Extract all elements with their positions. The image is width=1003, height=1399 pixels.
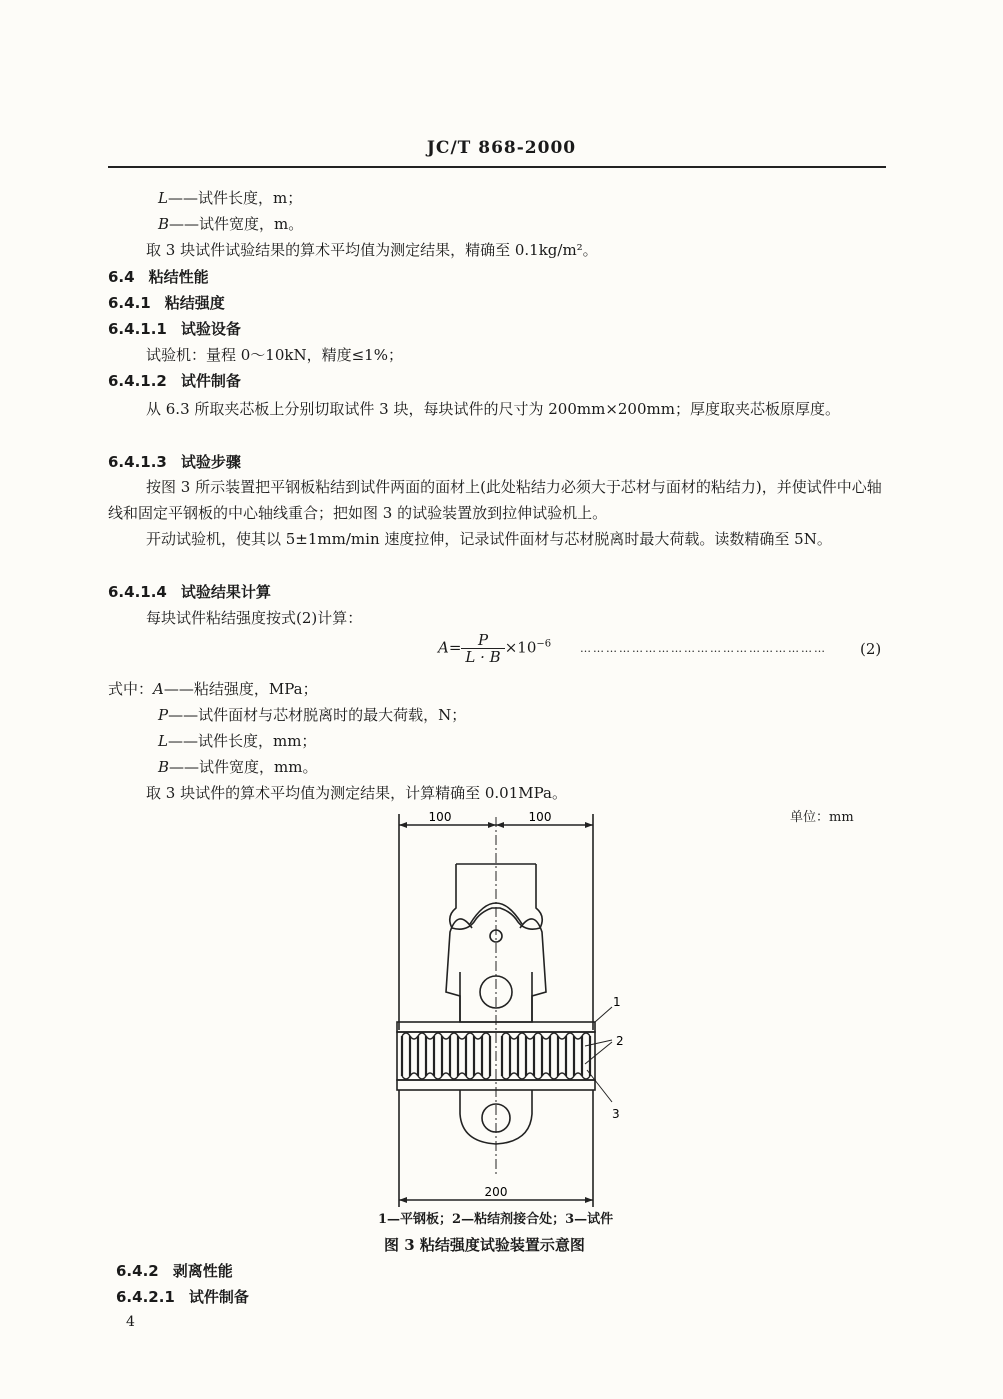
section-title: 粘结性能 [148,268,209,286]
def-l-m [158,187,302,208]
section-6-4-2 [116,1260,233,1281]
formula-number: (2) [860,640,882,658]
callout-1-leader [595,1007,612,1022]
callout-2: 2 [616,1034,624,1048]
figure-legend: 1—平钢板；2—粘结剂接合处；3—试件 [378,1212,614,1227]
section-title: 试件制备 [188,1288,249,1306]
arrow-top-left [399,822,407,828]
dim-left-label: 100 [428,812,452,824]
callout-3: 3 [612,1107,620,1121]
section-number: 6.4.1.3 [108,453,167,471]
definition-text: ——试件长度，mm； [167,732,317,750]
definition-text: ——试件长度，m； [167,189,303,207]
def-b-m [158,213,303,234]
section-number: 6.4.1.2 [108,372,167,390]
dim-right-label: 100 [528,812,552,824]
section-6-4-1 [108,292,225,313]
definition-text: ——试件宽度，m。 [169,215,304,233]
section-number: 6.4.2.1 [116,1288,175,1306]
definition-text: ——试件宽度，mm。 [169,758,318,776]
symbol: L [158,189,168,207]
dim-bottom-label: 200 [484,1185,508,1199]
header-rule [108,166,886,168]
def-p [158,704,466,725]
arrow-bottom-left [399,1197,407,1203]
symbol: B [158,215,170,233]
section-number: 6.4.1 [108,294,151,312]
def-a [108,678,318,699]
section-number: 6.4.2 [116,1262,159,1280]
formula-fraction [461,632,504,665]
equipment-text: 试验机：量程 0～10kN，精度≤1%； [146,346,403,364]
section-title: 试验结果计算 [180,583,271,601]
where-label: 式中： [108,680,154,698]
section-number: 6.4.1.4 [108,583,167,601]
document-header: JC/T 868-2000 [426,138,577,158]
result-statement-1: 取 3 块试件试验结果的算术平均值为测定结果，精确至 0.1kg/m²。 [146,241,598,259]
section-6-4-1-2 [108,370,241,391]
figure-unit: 单位：mm [790,810,854,825]
section-6-4-2-1 [116,1286,249,1307]
def-l-mm [158,730,316,751]
figure-caption: 图 3 粘结强度试验装置示意图 [384,1236,585,1254]
arrow-top-right [585,822,593,828]
lower-plate-tab [460,1090,532,1144]
section-title: 试验步骤 [180,453,241,471]
section-6-4-1-1 [108,318,241,339]
section-title: 试件制备 [180,372,241,390]
symbol: B [158,758,170,776]
symbol: P [158,706,169,724]
formula-leader-dots: ………………………………………………… [580,642,827,655]
calc-intro: 每块试件粘结强度按式(2)计算： [146,609,363,627]
callout-1: 1 [613,995,621,1009]
callout-3-leader [587,1070,612,1102]
arrow-top-mid-l [488,822,496,828]
formula-2 [438,632,551,665]
result-statement-2: 取 3 块试件的算术平均值为测定结果，计算精确至 0.01MPa。 [146,784,567,802]
formula-denominator: L · B [465,648,501,666]
section-6-4-1-3 [108,451,241,472]
formula-exponent: −6 [536,638,552,650]
section-6-4 [108,266,209,287]
procedure-text-2: 开动试验机，使其以 5±1mm/min 速度拉伸，记录试件面材与芯材脱离时最大荷载。读数精确至 5N。 [146,530,832,548]
arrow-top-mid-r [496,822,504,828]
section-title: 粘结强度 [164,294,225,312]
section-number: 6.4.1.1 [108,320,167,338]
page-number: 4 [126,1314,135,1330]
symbol: L [158,732,168,750]
section-title: 试验设备 [180,320,241,338]
specimen-prep-text: 从 6.3 所取夹芯板上分别切取试件 3 块，每块试件的尺寸为 200mm×200mm；厚度取夹芯板原厚度。 [146,400,840,418]
definition-text: ——试件面材与芯材脱离时的最大荷载，N； [168,706,467,724]
symbol: A [153,680,164,698]
definition-text: ——粘结强度，MPa； [163,680,318,698]
bond-test-fixture-diagram [380,812,640,1212]
formula-factor: ×10 [504,638,537,657]
procedure-text-1: 按图 3 所示装置把平钢板粘结到试件两面的面材上(此处粘结力必须大于芯材与面材的粘结力)，并使试件中心轴线和固定平钢板的中心轴线重合；把如图 3 的试验装置放到拉伸试验机上。 [108,478,882,522]
formula-lhs: A= [438,638,462,657]
arrow-bottom-right [585,1197,593,1203]
section-number: 6.4 [108,268,135,286]
section-6-4-1-4 [108,581,271,602]
formula-numerator: P [461,632,504,649]
section-title: 剥离性能 [172,1262,233,1280]
def-b-mm [158,756,317,777]
